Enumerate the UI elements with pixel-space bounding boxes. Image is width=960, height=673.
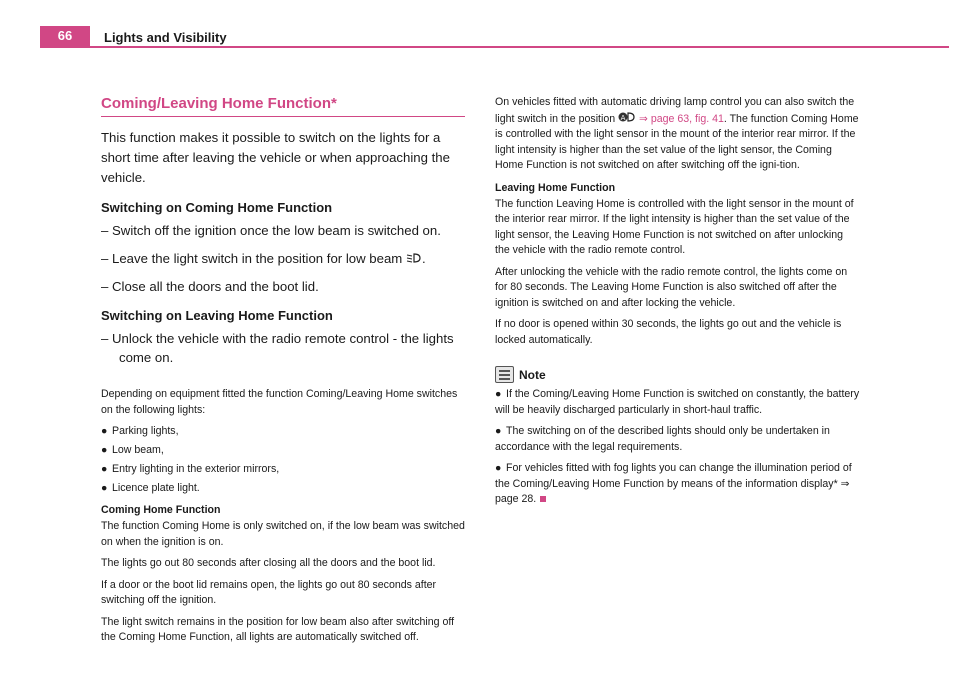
lhf-para: The function Leaving Home is controlled with the light sensor in the mount of the interior rear mirror. If the light intensity is higher than the set value of the light sensor, the Leaving Home Function is not switched on after unlocking the vehicle with the radio remote control. xyxy=(495,197,854,256)
step-3: – Close all the doors and the boot lid. xyxy=(101,279,319,294)
note-item: ● If the Coming/Leaving Home Function is switched on constantly, the battery will be heavily discharged particularly in short-haul traffic. xyxy=(495,388,860,416)
note-header xyxy=(495,366,860,383)
chf-para: The lights go out 80 seconds after closing all the doors and the boot lid. xyxy=(101,557,436,569)
section-title: Coming/Leaving Home Function* xyxy=(101,95,465,117)
page-link[interactable]: ⇒ page 63, fig. 41 xyxy=(639,112,724,125)
note-item: ● The switching on of the described lights should only be undertaken in accordance with the legal requirements. xyxy=(495,425,830,453)
page-number: 66 xyxy=(57,28,73,43)
list-item: ● Low beam, xyxy=(101,444,164,456)
auto-light-icon xyxy=(618,113,636,125)
leaving-home-heading: Switching on Leaving Home Function xyxy=(101,308,333,323)
chf-para: The light switch remains in the position for low beam also after switching off the Coming Home Function, all lights are automatically switched off. xyxy=(101,615,455,643)
end-mark-icon xyxy=(540,496,546,502)
auto-light-text: On vehicles fitted with automatic driving lamp control you can also switch the light switch in the position A ⇒ page 63, fig. 41. The function Coming Home is controlled with the light sensor in the mount of the interior rear mirror. If the light intensity is higher than the set value of the light sensor, the Coming Home Function is not switched on after switching off the igni-tion. xyxy=(495,96,859,171)
note-item: ● For vehicles fitted with fog lights you can change the illumination period of the Coming/Leaving Home Function by means of the information display* ⇒ page 28. xyxy=(495,462,852,505)
list-item: ● Licence plate light. xyxy=(101,482,200,494)
list-item: ● Parking lights, xyxy=(101,425,179,437)
leaving-step: – Unlock the vehicle with the radio remote control - the lights come on. xyxy=(101,331,454,365)
step-1: – Switch off the ignition once the low beam is switched on. xyxy=(101,223,441,238)
lhf-para: If no door is opened within 30 seconds, the lights go out and the vehicle is locked automatically. xyxy=(495,318,842,346)
step-2-text: – Leave the light switch in the position for low beam xyxy=(101,251,406,266)
low-beam-icon xyxy=(406,251,422,266)
intro-text: This function makes it possible to switch on the lights for a short time after leaving the vehicle or when approaching the vehicle. xyxy=(101,130,450,185)
equipment-text: Depending on equipment fitted the function Coming/Leaving Home switches on the following lights: xyxy=(101,388,458,416)
coming-home-heading: Switching on Coming Home Function xyxy=(101,200,333,215)
chf-para: The function Coming Home is only switched on, if the low beam was switched on when the ignition is on. xyxy=(101,520,465,548)
note-icon xyxy=(495,366,514,383)
chapter-title: Lights and Visibility xyxy=(104,30,227,45)
leaving-home-function-heading: Leaving Home Function xyxy=(495,181,616,194)
step-2: – Leave the light switch in the position for low beam . xyxy=(101,251,426,266)
header-rule xyxy=(40,46,949,48)
note-label: Note xyxy=(519,367,546,382)
svg-text:A: A xyxy=(620,113,626,122)
right-column xyxy=(495,95,860,514)
lights-list xyxy=(101,424,465,496)
chf-para: If a door or the boot lid remains open, the lights go out 80 seconds after switching off the ignition. xyxy=(101,578,437,606)
lhf-para: After unlocking the vehicle with the radio remote control, the lights come on for 80 seconds. The Leaving Home Function is also switched off after the ignition is switched on and after locking the vehicle. xyxy=(495,265,848,309)
left-column xyxy=(101,95,465,652)
list-item: ● Entry lighting in the exterior mirrors, xyxy=(101,463,280,475)
coming-home-function-heading: Coming Home Function xyxy=(101,504,221,516)
